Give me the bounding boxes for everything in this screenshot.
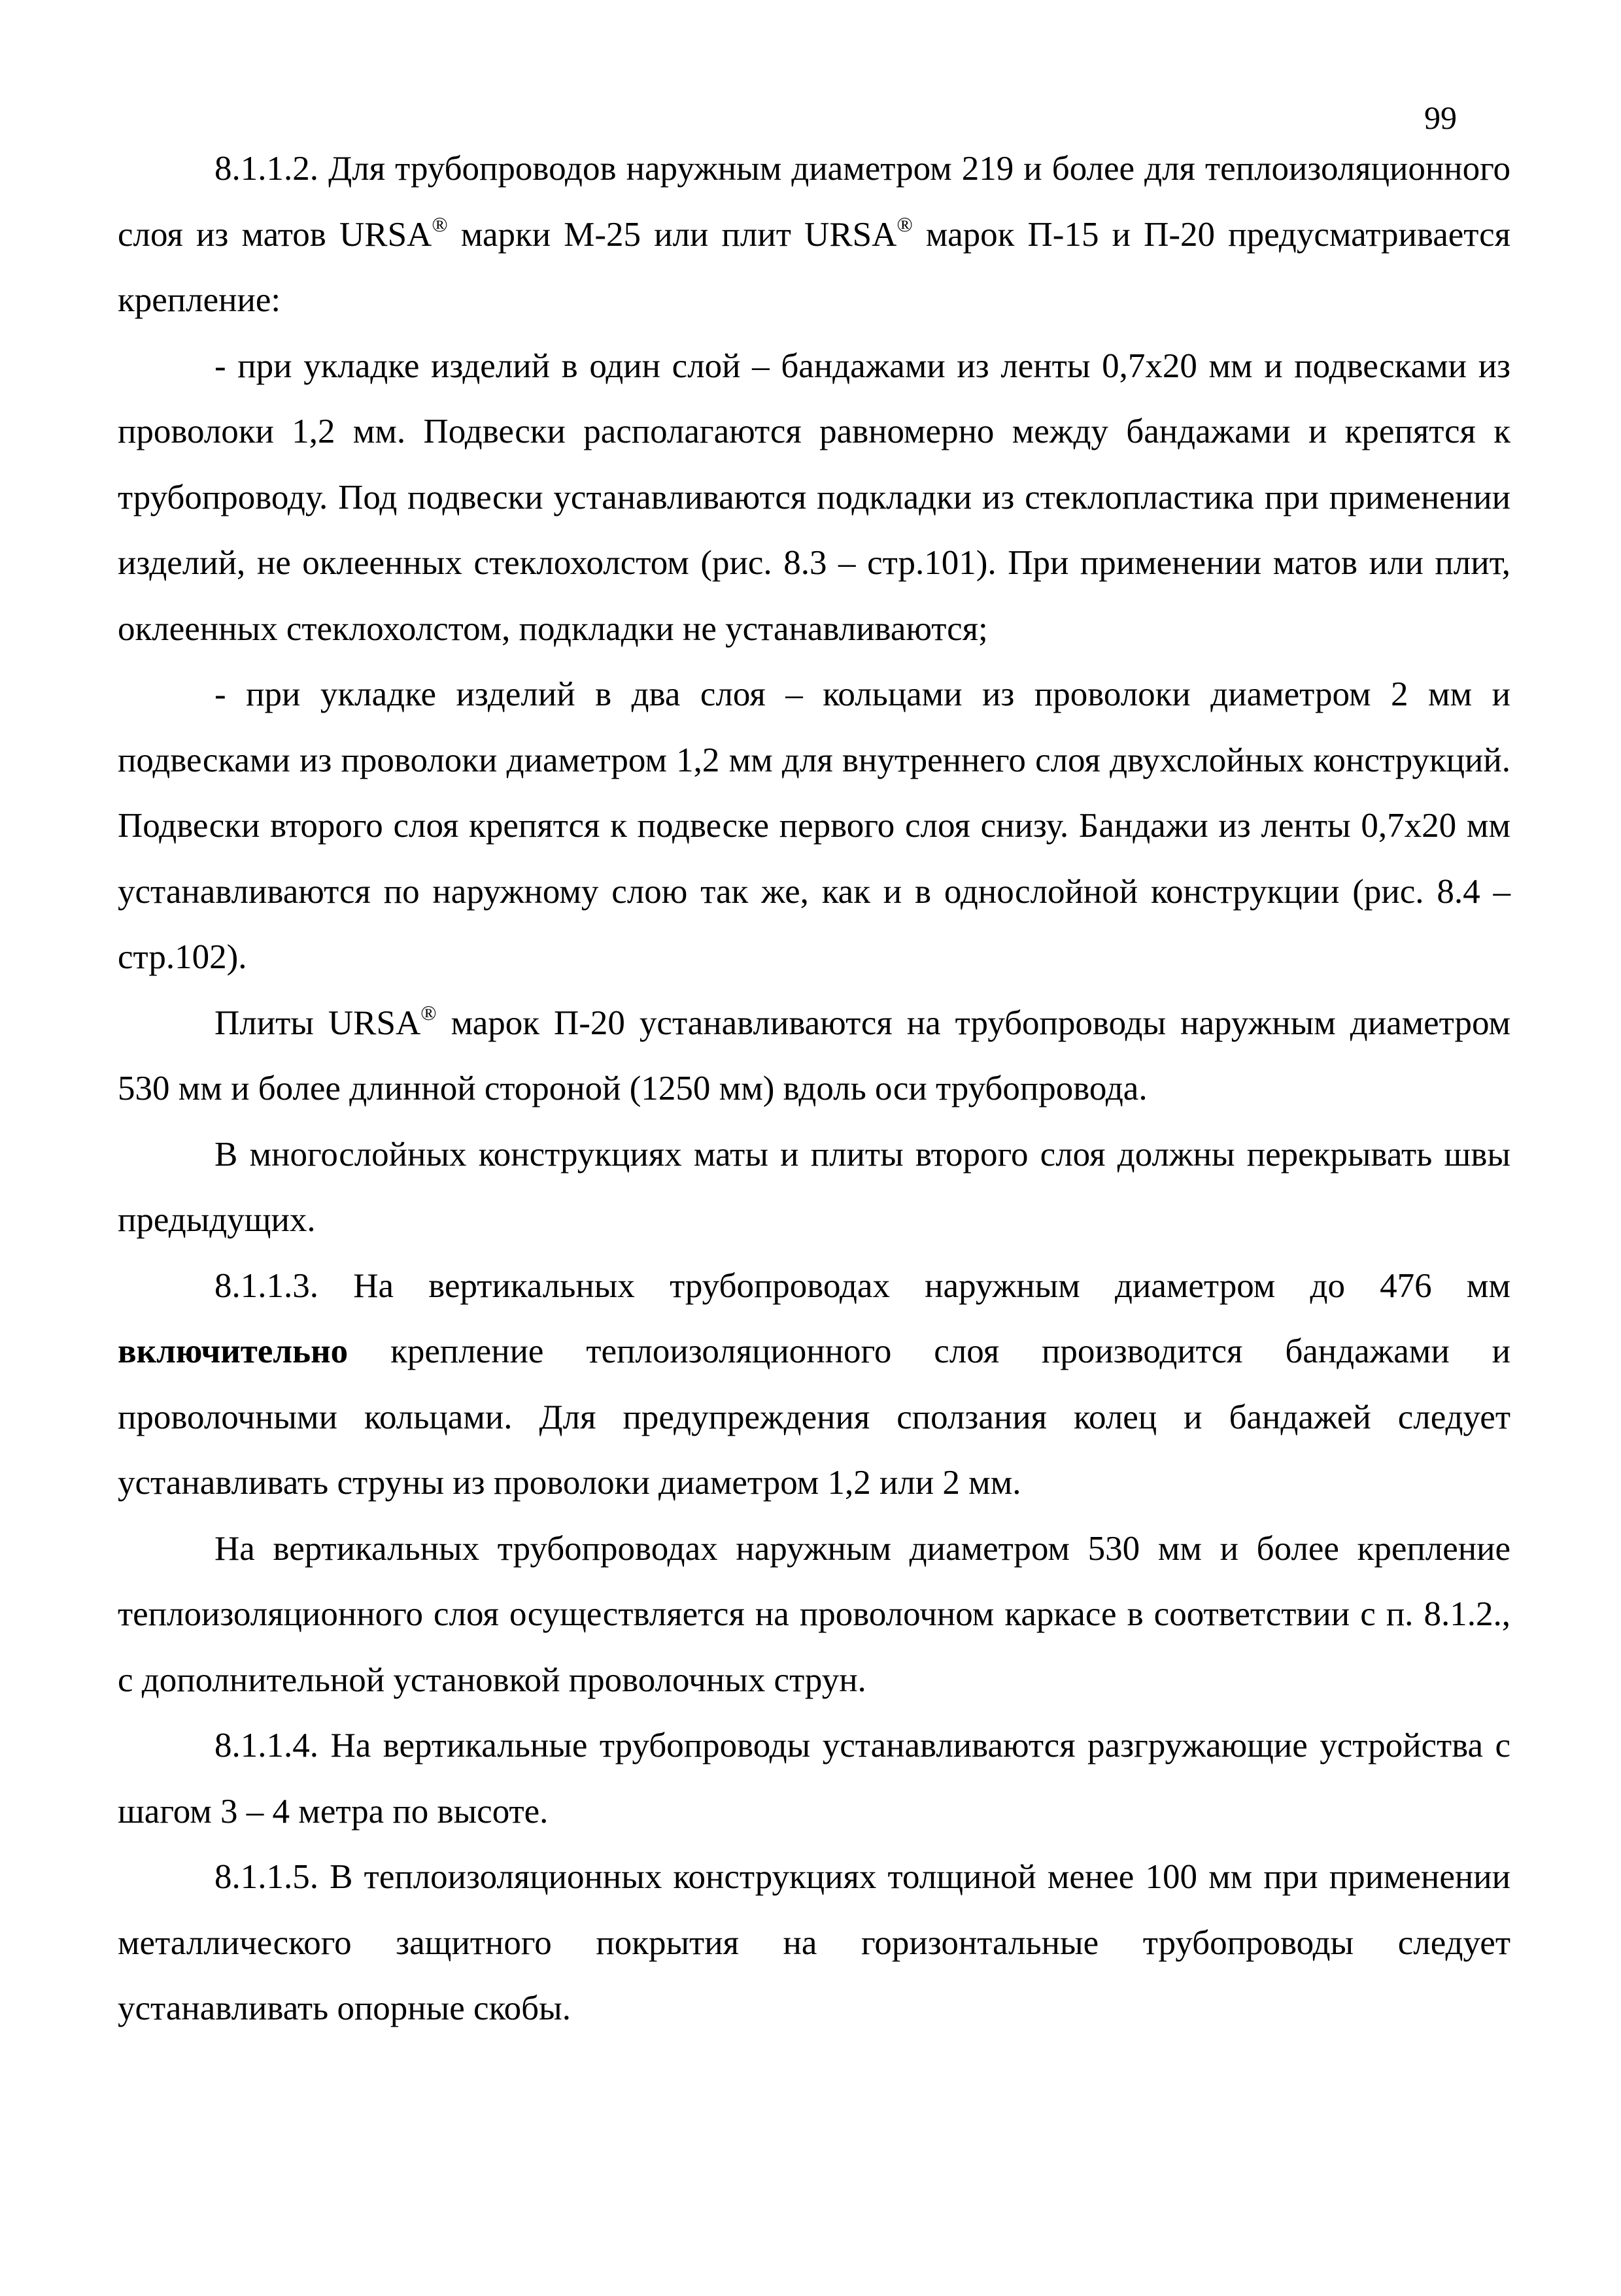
paragraph-text: марок П-15 и П-20 предусматривается крепление: xyxy=(118,215,1510,319)
brand-name: URSA xyxy=(339,215,432,254)
brand-name: URSA xyxy=(328,1004,421,1042)
registered-mark: ® xyxy=(896,212,913,236)
brand-name: URSA xyxy=(804,215,897,254)
list-item-single-layer: - при укладке изделий в один слой – бандажами из ленты 0,7х20 мм и подвесками из проволоки 1,2 мм. Подвески располагаются равномерно между бандажами и крепятся к трубопроводу. Под подвески устанавливаются подкладки из стеклопластика при применении изделий, не оклеенных стеклохолстом (рис. 8.3 – стр.101). При применении матов или плит, оклеенных стеклохолстом, подкладки не устанавливаются; xyxy=(118,346,1510,648)
list-item-double-layer: - при укладке изделий в два слоя – кольцами из проволоки диаметром 2 мм и подвесками из проволоки диаметром 1,2 мм для внутреннего слоя двухслойных конструкций. Подвески второго слоя крепятся к подвеске первого слоя снизу. Бандажи из ленты 0,7х20 мм устанавливаются по наружному слою так же, как и в однослойной конструкции (рис. 8.4 – стр.102). xyxy=(118,675,1510,976)
paragraph-multilayer: В многослойных конструкциях маты и плиты второго слоя должны перекрывать швы предыдущих. xyxy=(118,1135,1510,1239)
registered-mark: ® xyxy=(420,1000,437,1024)
paragraph-8-1-1-5: 8.1.1.5. В теплоизоляционных конструкциях толщиной менее 100 мм при применении металлического защитного покрытия на горизонтальные трубопроводы следует устанавливать опорные скобы. xyxy=(118,1858,1510,2027)
paragraph-text: марок П-20 устанавливаются на трубопроводы наружным диаметром 530 мм и более длинной стороной (1250 мм) вдоль оси трубопровода. xyxy=(118,1004,1510,1107)
paragraph-vertical-530: На вертикальных трубопроводах наружным диаметром 530 мм и более крепление теплоизоляционного слоя осуществляется на проволочном каркасе в соответствии с п. 8.1.2., с дополнительной установкой проволочных струн. xyxy=(118,1529,1510,1699)
registered-mark: ® xyxy=(432,212,448,236)
bold-emphasis: включительно xyxy=(118,1332,349,1370)
paragraph-text: Плиты xyxy=(214,1004,328,1042)
paragraph-8-1-1-3 xyxy=(118,1253,1510,1516)
paragraph-text: крепление теплоизоляционного слоя производится бандажами и проволочными кольцами. Для предупреждения сползания колец и бандажей следует устанавливать струны из проволоки диаметром 1,2 или 2 мм. xyxy=(118,1332,1510,1502)
page-number: 99 xyxy=(1424,99,1457,136)
document-body xyxy=(118,136,1510,2042)
paragraph-plates-p20 xyxy=(118,990,1510,1122)
paragraph-8-1-1-2 xyxy=(118,136,1510,333)
paragraph-text: марки М-25 или плит xyxy=(447,215,805,254)
paragraph-text: 8.1.1.2. Для трубопроводов наружным диаметром 219 и более для теплоизоляционного слоя из матов xyxy=(118,150,1510,254)
paragraph-text: 8.1.1.3. На вертикальных трубопроводах наружным диаметром до 476 мм xyxy=(214,1266,1510,1305)
paragraph-8-1-1-4: 8.1.1.4. На вертикальные трубопроводы устанавливаются разгружающие устройства с шагом 3 – 4 метра по высоте. xyxy=(118,1727,1510,1831)
